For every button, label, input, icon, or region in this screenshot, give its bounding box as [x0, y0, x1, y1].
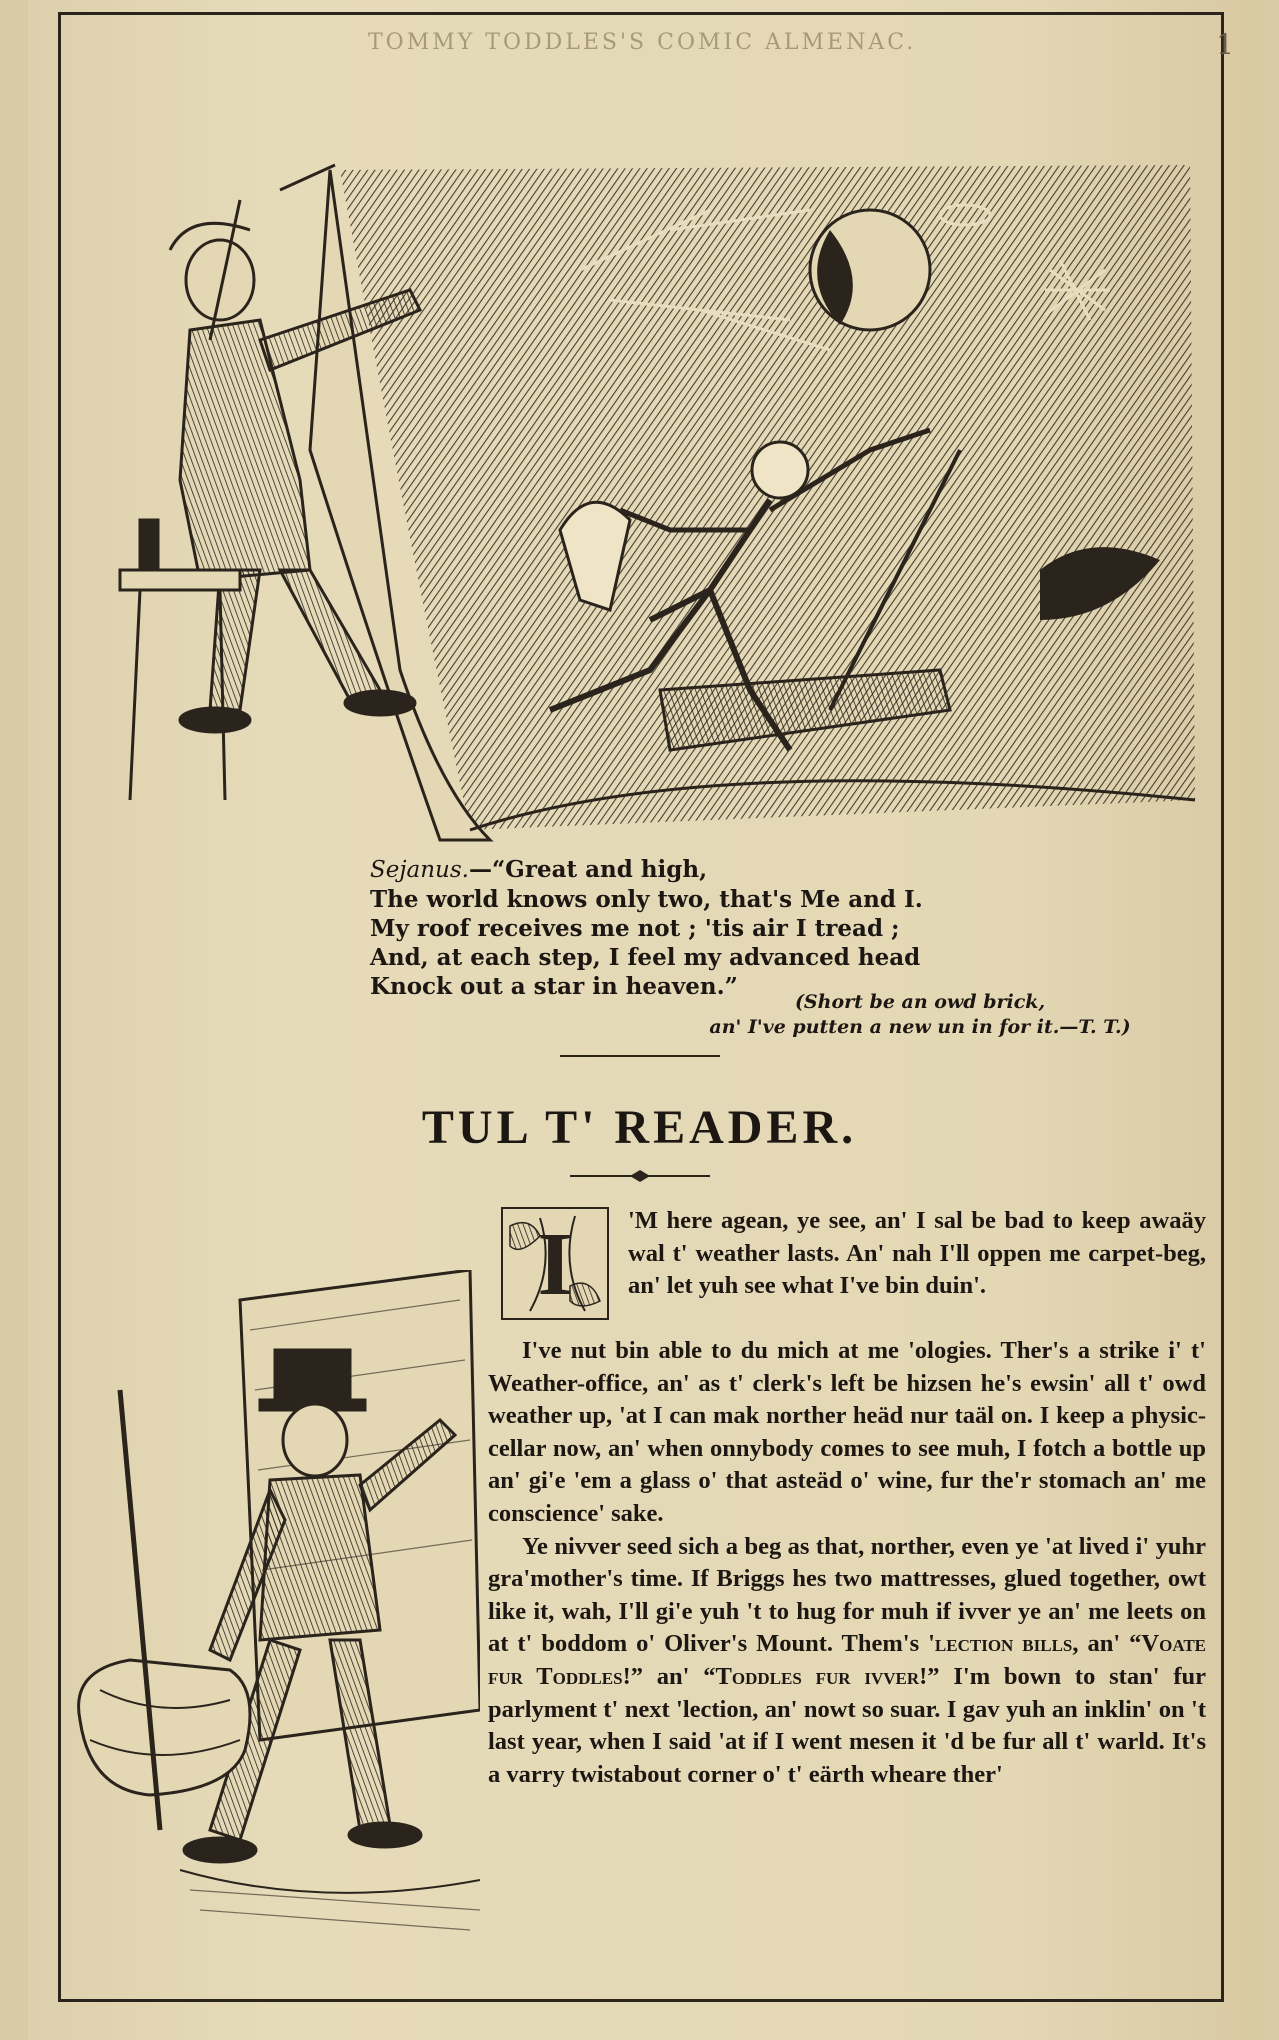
drop-cap-letter: I — [537, 1215, 573, 1314]
attribution-line: an' I've putten a new un in for it.—T. T.) — [709, 1016, 1131, 1038]
paragraph-first — [628, 1205, 1206, 1303]
section-divider — [560, 1055, 720, 1057]
verse-quote — [370, 855, 1150, 1001]
verse-attribution — [700, 990, 1140, 1040]
page-number: 1 — [1216, 28, 1234, 61]
verse-line: My roof receives me not ; 'tis air I tread ; — [370, 915, 900, 942]
text-run: !” I'm bown to stan' fur parlyment t' next 'lection, an' nowt so suar. I gav yuh an inklin' on 't last year, when I said 'at if I went mesen it 'd be fur all t' warld. It's a varry twistabout corner o' t' eärth wheare ther' — [488, 1662, 1206, 1788]
paragraph-text — [488, 1531, 1206, 1792]
text-run: , an' “ — [1072, 1630, 1142, 1658]
verse-line: —“Great and high, — [468, 856, 708, 883]
title-ornament — [570, 1168, 710, 1184]
small-caps-text: 'lection bills — [928, 1630, 1073, 1658]
verse-speaker: Sejanus. — [370, 857, 469, 883]
toddles-illustration — [60, 1270, 480, 1950]
verse-line: And, at each step, I feel my advanced head — [370, 944, 921, 971]
small-caps-text: Voate fur Toddles — [488, 1630, 1207, 1690]
paragraph-text: 'M here agean, ye see, an' I sal be bad to keep awaäy wal t' weather lasts. An' nah I'll oppen me carpet-beg, an' let yuh see what I've bin duin'. — [628, 1207, 1206, 1300]
paragraph-text: I've nut bin able to du mich at me 'ologies. Ther's a strike i' t' Weather-office, an' as t' clerk's left be hizsen he's ewsin' all t' owd weather up, 'at I can mak norther heäd nur taäl on. I keep a physic-cellar now, an' when onnybody comes to see muh, I fotch a bottle up an' gi'e 'em a glass o' that asteäd o' wine, fur the'r stomach an' me conscience' sake. — [488, 1337, 1206, 1527]
verse-line: The world knows only two, that's Me and I. — [370, 886, 923, 913]
section-title: TUL T' READER. — [421, 1101, 858, 1154]
drop-cap — [500, 1206, 610, 1321]
text-run: Ye nivver seed sich a beg as that, norther, even ye 'at lived i' yuhr gra'mother's time. If Briggs hes two mattresses, glued together, owt like it, wah, I'll gi'e yuh 't to hug for muh if ivver ye an' me leets on at t' boddom o' Oliver's Mount. Them's — [488, 1532, 1206, 1658]
body-paragraphs — [488, 1335, 1206, 1791]
text-run: !” an' “ — [622, 1662, 716, 1690]
verse-line: Knock out a star in heaven.” — [370, 973, 738, 1000]
small-caps-text: Toddles fur ivver — [715, 1662, 920, 1690]
attribution-line: (Short be an owd brick, — [794, 991, 1046, 1013]
sejanus-illustration — [110, 150, 1200, 850]
running-head: TOMMY TODDLES'S COMIC ALMENAC. — [368, 30, 917, 55]
